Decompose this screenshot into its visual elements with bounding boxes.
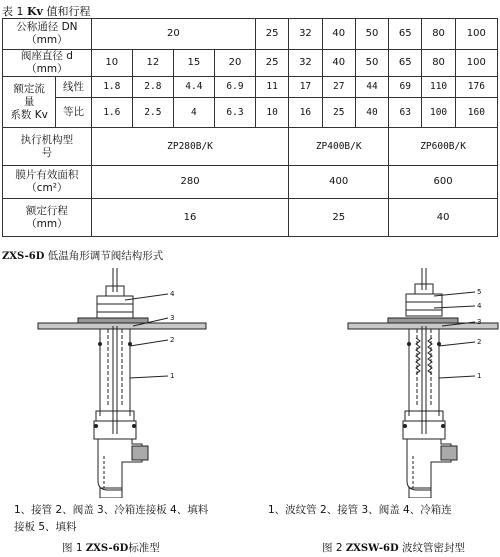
cell-stroke-16: 16 bbox=[91, 199, 289, 237]
cell-seat: 32 bbox=[289, 50, 322, 77]
cell-kv-linear: 44 bbox=[355, 77, 388, 98]
cell-kv-equal: 4 bbox=[173, 98, 214, 128]
cell-dn20: 20 bbox=[91, 19, 255, 50]
cell-actuator-zp400: ZP400B/K bbox=[289, 128, 389, 166]
label-nominal-diameter: 公称通径 DN （mm） bbox=[3, 19, 92, 50]
cell-seat: 80 bbox=[422, 50, 455, 77]
kv-stroke-table bbox=[2, 18, 498, 237]
cell-dn80: 80 bbox=[422, 19, 455, 50]
cell-kv-equal: 1.6 bbox=[91, 98, 132, 128]
callout-4: 4 bbox=[170, 290, 175, 298]
cell-seat: 20 bbox=[214, 50, 255, 77]
cell-kv-equal: 40 bbox=[355, 98, 388, 128]
callout-1: 1 bbox=[170, 372, 175, 380]
cell-dn32: 32 bbox=[289, 19, 322, 50]
cell-dn25: 25 bbox=[256, 19, 289, 50]
cell-dn40: 40 bbox=[322, 19, 355, 50]
cell-kv-linear: 4.4 bbox=[173, 77, 214, 98]
figure-2-drawing bbox=[250, 266, 500, 498]
cell-area-280: 280 bbox=[91, 166, 289, 199]
cell-kv-equal: 160 bbox=[455, 98, 497, 128]
label-actuator-model: 执行机构型 号 bbox=[3, 128, 92, 166]
callout-3: 3 bbox=[477, 318, 482, 326]
cell-actuator-zp280: ZP280B/K bbox=[91, 128, 289, 166]
cell-kv-equal: 16 bbox=[289, 98, 322, 128]
cell-seat: 50 bbox=[355, 50, 388, 77]
label-rated-stroke: 额定行程 （mm） bbox=[3, 199, 92, 237]
cell-dn50: 50 bbox=[355, 19, 388, 50]
label-seat-diameter: 阀座直径 d（mm） bbox=[3, 50, 92, 77]
cell-seat: 25 bbox=[256, 50, 289, 77]
figure-1-drawing bbox=[0, 266, 250, 498]
cell-actuator-zp600: ZP600B/K bbox=[389, 128, 498, 166]
label-diaphragm-area: 膜片有效面积 （cm²） bbox=[3, 166, 92, 199]
figure-2-caption: 图 2 ZXSW-6D 波纹管密封型 bbox=[322, 542, 465, 554]
cell-kv-equal: 6.3 bbox=[214, 98, 255, 128]
cell-seat: 100 bbox=[455, 50, 497, 77]
row-rated-stroke bbox=[3, 199, 498, 237]
cell-dn100: 100 bbox=[455, 19, 497, 50]
cell-kv-linear: 17 bbox=[289, 77, 322, 98]
figure-1-legend: 1、接管 2、阀盖 3、冷箱连接板 4、填料 接板 5、填料 bbox=[14, 504, 209, 533]
row-actuator bbox=[3, 128, 498, 166]
row-nominal-diameter bbox=[3, 19, 498, 50]
cell-stroke-40: 40 bbox=[389, 199, 498, 237]
cell-stroke-25: 25 bbox=[289, 199, 389, 237]
valve-bellows-drawing bbox=[250, 266, 500, 498]
cell-dn65: 65 bbox=[389, 19, 422, 50]
row-seat-diameter bbox=[3, 50, 498, 77]
cell-kv-linear: 11 bbox=[256, 77, 289, 98]
row-kv-linear bbox=[3, 77, 498, 98]
callout-1: 1 bbox=[477, 372, 482, 380]
label-rated-kv: 额定流 量 系数 Kv bbox=[3, 77, 56, 128]
cell-seat: 12 bbox=[132, 50, 173, 77]
label-equal-percentage: 等比 bbox=[56, 98, 92, 128]
cell-kv-equal: 25 bbox=[322, 98, 355, 128]
cell-kv-linear: 6.9 bbox=[214, 77, 255, 98]
callout-4: 4 bbox=[477, 302, 482, 310]
cell-area-400: 400 bbox=[289, 166, 389, 199]
cell-seat: 65 bbox=[389, 50, 422, 77]
cell-kv-linear: 2.8 bbox=[132, 77, 173, 98]
structure-heading: ZXS-6D 低温角形调节阀结构形式 bbox=[2, 250, 164, 262]
cell-kv-equal: 2.5 bbox=[132, 98, 173, 128]
cell-seat: 15 bbox=[173, 50, 214, 77]
callout-5: 5 bbox=[477, 288, 482, 296]
cell-kv-linear: 69 bbox=[389, 77, 422, 98]
row-kv-equal bbox=[3, 98, 498, 128]
cell-seat: 10 bbox=[91, 50, 132, 77]
cell-kv-equal: 10 bbox=[256, 98, 289, 128]
valve-standard-drawing bbox=[0, 266, 250, 498]
cell-kv-linear: 27 bbox=[322, 77, 355, 98]
cell-kv-equal: 63 bbox=[389, 98, 422, 128]
cell-area-600: 600 bbox=[389, 166, 498, 199]
table-title: 表 1 Kv 值和行程 bbox=[2, 5, 91, 18]
cell-kv-linear: 1.8 bbox=[91, 77, 132, 98]
label-linear: 线性 bbox=[56, 77, 92, 98]
callout-3: 3 bbox=[170, 314, 175, 322]
cell-kv-linear: 110 bbox=[422, 77, 455, 98]
callout-2: 2 bbox=[170, 336, 175, 344]
figure-1-caption: 图 1 ZXS-6D标准型 bbox=[62, 542, 160, 554]
cell-kv-linear: 176 bbox=[455, 77, 497, 98]
row-diaphragm-area bbox=[3, 166, 498, 199]
cell-seat: 40 bbox=[322, 50, 355, 77]
figure-2-legend: 1、波纹管 2、接管 3、阀盖 4、冷箱连 bbox=[268, 504, 452, 516]
cell-kv-equal: 100 bbox=[422, 98, 455, 128]
callout-2: 2 bbox=[477, 338, 482, 346]
